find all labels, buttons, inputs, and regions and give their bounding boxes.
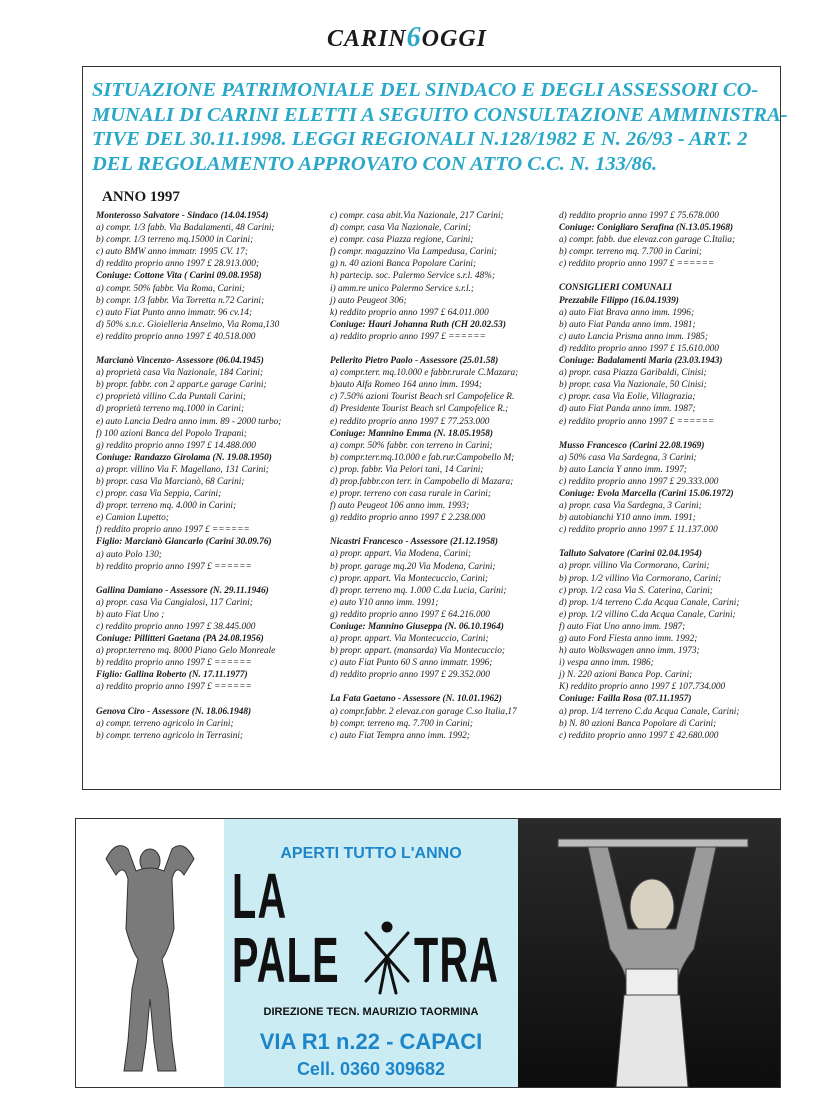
entry-line: d) reddito proprio anno 1997 £ 29.352.000 bbox=[330, 670, 490, 681]
entry-line: a) propr. casa Via Cangialosi, 117 Carini; bbox=[96, 597, 253, 608]
entry-line: a) compr. terreno agricolo in Carini; bbox=[96, 718, 234, 729]
entry-line: b) compr. terreno mq. 7.700 in Carini; bbox=[559, 247, 702, 258]
masthead-part2: OGGI bbox=[421, 26, 488, 52]
entry-line: a) propr. casa Via Sardegna, 3 Carini; bbox=[559, 501, 702, 512]
entry-line: f) auto Peugeot 106 anno imm. 1993; bbox=[330, 501, 470, 512]
entry-heading: Coniuge: Mannino Emma (N. 18.05.1958) bbox=[330, 428, 493, 439]
entry-line: d) Presidente Tourist Beach srl Campofelice R.; bbox=[330, 404, 509, 415]
entry-line: a) propr. villino Via F. Magellano, 131 Carini; bbox=[96, 464, 269, 475]
entry-line: i) vespa anno imm. 1986; bbox=[559, 658, 654, 669]
entry-line: a) compr. 1/3 fabb. Via Badalamenti, 48 Carini; bbox=[96, 223, 275, 234]
entry-line: c) 7.50% azioni Tourist Beach srl Campofelice R. bbox=[330, 392, 515, 403]
entry-line: b) N. 80 azioni Banca Popolare di Carini; bbox=[559, 718, 717, 729]
entry-line: b)auto Alfa Romeo 164 anno imm. 1994; bbox=[330, 380, 482, 391]
entry-line: d) reddito proprio anno 1997 £ 28.913.000; bbox=[96, 259, 260, 270]
entry-line: a) propr. appart. Via Montecuccio, Carini; bbox=[330, 634, 489, 645]
entry-line: c) reddito proprio anno 1997 £ 38.445.000 bbox=[96, 622, 256, 632]
entry-line: c) auto Lancia Prisma anno imm. 1985; bbox=[559, 331, 708, 342]
entry-line: i) amm.re unico Palermo Service s.r.l.; bbox=[330, 283, 474, 294]
entry-heading: Pellerito Pietro Paolo - Assessore (25.01.58) bbox=[330, 356, 499, 367]
entry-line: f) 100 azioni Banca del Popolo Trapani; bbox=[96, 428, 247, 439]
text-column-2 bbox=[330, 210, 552, 742]
entry-heading: Figlio: Marcianò Giancarlo (Carini 30.09.76) bbox=[96, 537, 272, 548]
entry-line: f) compr. magazzino Via Lampedusa, Carini; bbox=[330, 247, 497, 258]
line-spacer bbox=[330, 681, 552, 693]
entry-line: e) reddito proprio anno 1997 £ 40.518.000 bbox=[96, 331, 256, 342]
entry-line: a) compr.fabbr. 2 elevaz.con garage C.so Italia,17 bbox=[330, 706, 517, 717]
entry-line: b) compr. terreno mq. 7.700 in Carini; bbox=[330, 718, 473, 729]
text-column-1 bbox=[96, 210, 321, 742]
entry-line: c) auto Fiat Tempra anno imm. 1992; bbox=[330, 730, 470, 741]
title-line: TIVE DEL 30.11.1998. LEGGI REGIONALI N.128/1982 E N. 26/93 - ART. 2 bbox=[92, 128, 748, 150]
entry-line: a) reddito proprio anno 1997 £ ====== bbox=[330, 331, 486, 342]
entry-heading: Talluto Salvatore (Carini 02.04.1954) bbox=[559, 549, 702, 560]
entry-line: c) compr. casa abit.Via Nazionale, 217 Carini; bbox=[330, 211, 504, 221]
entry-line: e) Camion Lupetto; bbox=[96, 513, 169, 524]
ad-headline: APERTI TUTTO L'ANNO bbox=[280, 845, 462, 862]
line-spacer bbox=[559, 536, 779, 548]
masthead-logo bbox=[0, 22, 814, 54]
entry-line: d) auto Fiat Panda anno imm. 1987; bbox=[559, 404, 696, 415]
entry-line: g) auto Ford Fiesta anno imm. 1992; bbox=[559, 634, 698, 644]
entry-line: e) reddito proprio anno 1997 £ ====== bbox=[559, 416, 715, 427]
entry-line: e) auto Y10 anno imm. 1991; bbox=[330, 597, 439, 608]
entry-line: c) auto BMW anno immatr. 1995 CV. 17; bbox=[96, 247, 248, 258]
entry-line: d) propr. terreno mq. 4.000 in Carini; bbox=[96, 501, 237, 512]
entry-line: b) auto Fiat Panda anno imm. 1981; bbox=[559, 319, 696, 330]
entry-heading: Coniuge: Badalamenti Maria (23.03.1943) bbox=[559, 356, 723, 367]
entry-line: a) prop. 1/4 terreno C.da Acqua Canale, Carini; bbox=[559, 706, 740, 717]
entry-heading: Figlio: Gallina Roberto (N. 17.11.1977) bbox=[96, 670, 248, 681]
entry-heading: Coniuge: Failla Rosa (07.11.1957) bbox=[559, 694, 692, 705]
entry-line: d) reddito proprio anno 1997 £ 15.610.000 bbox=[559, 343, 719, 354]
entry-line: d) proprietà terreno mq.1000 in Carini; bbox=[96, 404, 245, 415]
entry-line: b) propr. fabbr. con 2 appart.e garage Carini; bbox=[96, 380, 267, 391]
entry-heading: Coniuge: Cottone Vita ( Carini 09.08.1958) bbox=[96, 271, 262, 282]
entry-line: b) reddito proprio anno 1997 £ ====== bbox=[96, 561, 252, 572]
masthead-part1: CARIN bbox=[326, 26, 407, 52]
text-column-3 bbox=[559, 210, 779, 742]
entry-line: c) reddito proprio anno 1997 £ 11.137.000 bbox=[559, 525, 718, 536]
entry-line: b) propr. casa Via Marcianò, 68 Carini; bbox=[96, 476, 245, 487]
gym-name-pale: PALE bbox=[232, 924, 340, 996]
entry-line: c) proprietà villino C.da Puntali Carini; bbox=[96, 392, 246, 403]
entry-heading: Coniuge: Evola Marcella (Carini 15.06.1972) bbox=[559, 488, 734, 499]
title-line: SITUAZIONE PATRIMONIALE DEL SINDACO E DEGLI ASSESSORI CO- bbox=[92, 79, 759, 101]
entry-line: b) prop. 1/2 villino Via Cormorano, Carini; bbox=[559, 573, 722, 584]
entry-line: e) auto Lancia Dedra anno imm. 89 - 2000 turbo; bbox=[96, 416, 282, 427]
entry-line: f) reddito proprio anno 1997 £ ====== bbox=[96, 525, 250, 536]
entry-line: c) prop. 1/2 casa Via S. Caterina, Carini; bbox=[559, 585, 713, 596]
entry-heading: Coniuge: Hauri Johanna Ruth (CH 20.02.53) bbox=[330, 319, 506, 330]
entry-line: g) reddito proprio anno 1997 £ 64.216.000 bbox=[330, 609, 490, 620]
entry-heading: Prezzabile Filippo (16.04.1939) bbox=[559, 295, 679, 306]
entry-line: b) autobianchi Y10 anno imm. 1991; bbox=[559, 513, 696, 524]
entry-line: c) reddito proprio anno 1997 £ 42.680.000 bbox=[559, 730, 719, 741]
entry-line: b) auto Fiat Uno ; bbox=[96, 609, 165, 620]
entry-line: b) propr. appart. (mansarda) Via Montecuccio; bbox=[330, 646, 505, 657]
line-spacer bbox=[330, 524, 552, 536]
entry-line: h) partecip. soc. Palermo Service s.r.l. 48%; bbox=[330, 271, 495, 282]
entry-heading: Nicastri Francesco - Assessore (21.12.1958) bbox=[330, 537, 499, 548]
entry-line: c) reddito proprio anno 1997 £ 29.333.000 bbox=[559, 476, 719, 487]
entry-line: d) compr. casa Via Nazionale, Carini; bbox=[330, 223, 472, 234]
entry-line: c) propr. casa Via Eolie, Villagrazia; bbox=[559, 392, 696, 403]
entry-line: h) auto Wolkswagen anno imm. 1973; bbox=[559, 646, 700, 657]
entry-line: a) compr. fabb. due elevaz.con garage C.Italia; bbox=[559, 235, 736, 246]
entry-line: c) auto Fiat Punto 60 S anno immatr. 1996; bbox=[330, 658, 493, 669]
entry-line: a) 50% casa Via Sardegna, 3 Carini; bbox=[559, 452, 697, 463]
entry-line: c) propr. casa Via Seppia, Carini; bbox=[96, 489, 222, 500]
entry-line: e) reddito proprio anno 1997 £ 77.253.000 bbox=[330, 416, 490, 427]
entry-line: a) propr. villino Via Cormorano, Carini; bbox=[559, 561, 710, 572]
line-spacer bbox=[96, 694, 321, 706]
entry-line: a) propr.terreno mq. 8000 Piano Gelo Monreale bbox=[96, 646, 276, 657]
entry-line: b) compr. terreno agricolo in Terrasini; bbox=[96, 730, 244, 741]
entry-line: K) reddito proprio anno 1997 £ 107.734.000 bbox=[559, 682, 726, 693]
entry-heading: CONSIGLIERI COMUNALI bbox=[559, 283, 672, 294]
entry-line: e) propr. terreno con casa rurale in Carini; bbox=[330, 489, 491, 500]
entry-heading: Coniuge: Mannino Giuseppa (N. 06.10.1964) bbox=[330, 622, 504, 632]
entry-line: a) compr. 50% fabbr. Via Roma, Carini; bbox=[96, 283, 245, 294]
line-spacer bbox=[559, 270, 779, 282]
document-title bbox=[92, 78, 788, 176]
ad-address: VIA R1 n.22 - CAPACI bbox=[259, 1029, 483, 1054]
gym-advertisement bbox=[75, 818, 781, 1088]
entry-line: e) prop. 1/2 villino C.da Acqua Canale, Carini; bbox=[559, 609, 736, 620]
entry-line: j) N. 220 azioni Banca Pop. Carini; bbox=[559, 670, 693, 681]
entry-line: b) propr. casa Via Nazionale, 50 Cinisi; bbox=[559, 380, 707, 391]
entry-line: g) reddito proprio anno 1997 £ 14.488.000 bbox=[96, 440, 256, 451]
entry-heading: Coniuge: Pillitteri Gaetana (PA 24.08.1956) bbox=[96, 634, 264, 645]
ad-center-panel bbox=[224, 819, 518, 1087]
entry-heading: Genova Ciro - Assessore (N. 18.06.1948) bbox=[96, 706, 252, 717]
entry-line: c) reddito proprio anno 1997 £ ====== bbox=[559, 259, 715, 270]
entry-line: a) auto Fiat Brava anno imm. 1996; bbox=[559, 307, 695, 318]
entry-line: d) propr. terreno mq. 1.000 C.da Lucia, Carini; bbox=[330, 585, 507, 596]
title-line: DEL REGOLAMENTO APPROVATO CON ATTO C.C. N. 133/86. bbox=[92, 152, 658, 175]
entry-heading: Coniuge: Conigliaro Serafina (N.13.05.1968) bbox=[559, 223, 734, 234]
entry-line: b) propr. garage mq.20 Via Modena, Carini; bbox=[330, 561, 496, 572]
ad-direction: DIREZIONE TECN. MAURIZIO TAORMINA bbox=[263, 1006, 479, 1018]
entry-line: a) auto Polo 130; bbox=[96, 549, 162, 560]
entry-line: b) compr. 1/3 fabbr. Via Torretta n.72 Carini; bbox=[96, 295, 265, 306]
entry-line: e) compr. casa Piazza regione, Carini; bbox=[330, 235, 474, 246]
entry-heading: Coniuge: Randazzo Girolama (N. 19.08.1950) bbox=[96, 452, 272, 463]
entry-line: b) reddito proprio anno 1997 £ ====== bbox=[96, 658, 252, 669]
ad-phone: Cell. 0360 309682 bbox=[296, 1059, 446, 1079]
entry-line: c) prop. fabbr. Via Pelori tani, 14 Carini; bbox=[330, 464, 484, 475]
gym-name-la: LA bbox=[232, 860, 288, 932]
entry-heading: Musso Francesco (Carini 22.08.1969) bbox=[559, 440, 705, 451]
entry-line: j) auto Peugeot 306; bbox=[330, 295, 407, 306]
athlete-logo-icon bbox=[362, 917, 412, 1002]
entry-line: a) proprietà casa Via Nazionale, 184 Carini; bbox=[96, 368, 264, 379]
line-spacer bbox=[96, 343, 321, 355]
entry-line: b) compr. 1/3 terreno mq.15000 in Carini; bbox=[96, 235, 254, 246]
year-heading: ANNO 1997 bbox=[102, 189, 180, 205]
entry-heading: Gallina Damiano - Assessore (N. 29.11.1946) bbox=[96, 585, 269, 596]
entry-line: b) auto Lancia Y anno imm. 1997; bbox=[559, 464, 687, 475]
gym-name-tra: TRA bbox=[414, 924, 500, 996]
entry-line: d) prop.fabbr.con terr. in Campobello di Mazara; bbox=[330, 476, 514, 487]
entry-line: d) reddito proprio anno 1997 £ 75.678.000 bbox=[559, 211, 719, 221]
entry-line: k) reddito proprio anno 1997 £ 64.011.000 bbox=[330, 307, 489, 318]
entry-line: a) compr.terr. mq.10.000 e fabbr.rurale C.Mazara; bbox=[330, 368, 519, 379]
athlete-photo bbox=[518, 819, 780, 1087]
entry-line: a) reddito proprio anno 1997 £ ====== bbox=[96, 682, 252, 693]
entry-line: g) n. 40 azioni Banca Popolare Carini; bbox=[330, 259, 477, 270]
entry-line: a) propr. casa Piazza Garibaldi, Cinisi; bbox=[559, 368, 707, 379]
title-line: MUNALI DI CARINI ELETTI A SEGUITO CONSULTAZIONE AMMINISTRA- bbox=[92, 103, 788, 126]
entry-line: c) propr. appart. Via Montecuccio, Carini; bbox=[330, 573, 489, 584]
line-spacer bbox=[96, 573, 321, 585]
entry-line: a) propr. appart. Via Modena, Carini; bbox=[330, 549, 472, 560]
entry-line: d) 50% s.n.c. Gioielleria Anselmo, Via Roma,130 bbox=[96, 319, 280, 330]
entry-line: g) reddito proprio anno 1997 £ 2.238.000 bbox=[330, 513, 486, 524]
line-spacer bbox=[330, 343, 552, 355]
entry-line: f) auto Fiat Uno anno imm. 1987; bbox=[559, 621, 686, 632]
entry-heading: Monterosso Salvatore - Sindaco (14.04.1954) bbox=[96, 211, 269, 221]
entry-heading: La Fata Gaetano - Assessore (N. 10.01.1962) bbox=[330, 694, 502, 705]
masthead-number: 6 bbox=[406, 22, 422, 53]
entry-line: c) auto Fiat Punto anno immatr. 96 cv.14; bbox=[96, 307, 253, 318]
entry-line: a) compr. 50% fabbr. con terreno in Carini; bbox=[330, 440, 493, 451]
entry-heading: Marcianò Vincenzo- Assessore (06.04.1945) bbox=[96, 356, 264, 367]
line-spacer bbox=[559, 428, 779, 440]
entry-line: b) compr.terr.mq.10.000 e fab.rur.Campobello M; bbox=[330, 452, 515, 463]
entry-line: d) prop. 1/4 terreno C.da Acqua Canale, Carini; bbox=[559, 597, 740, 608]
